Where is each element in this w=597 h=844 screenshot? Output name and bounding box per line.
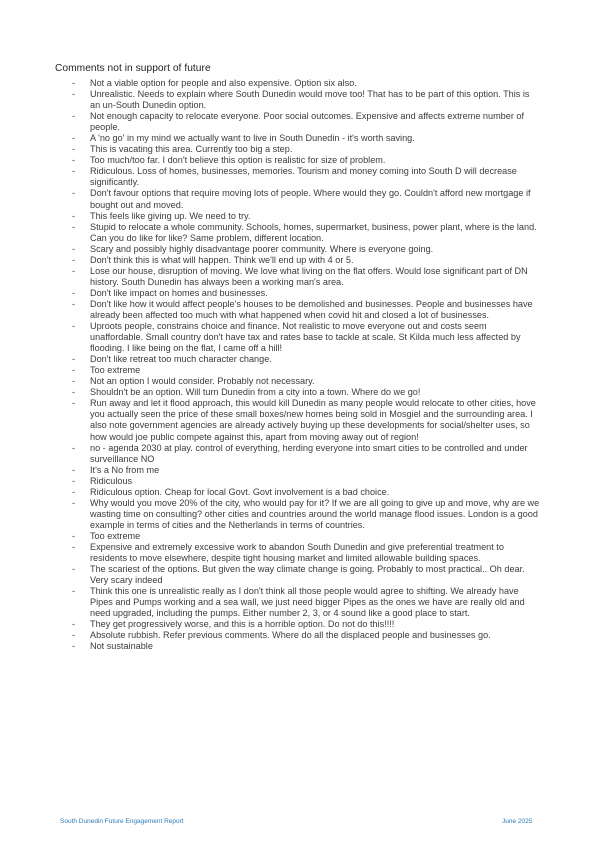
list-item [60, 255, 540, 266]
comment-text: no - agenda 2030 at play. control of everything, herding everyone into smart cities to be controlled and under surveillance NO [90, 442, 528, 464]
list-item [60, 619, 540, 630]
section-heading: Comments not in support of future [55, 63, 211, 74]
footer-date: June 2025 [502, 818, 533, 825]
comment-list [60, 78, 540, 652]
comment-text: Too extreme [90, 530, 141, 541]
comment-text: Think this one is unrealistic really as I don't think all those people would agree to shifting. We already have Pipes and Pumps working and a sea wall, we just need bigger Pipes as the ones we have are really old and need upgraded, including the pumps. Either number 2, 3, or 4 sound like a good place to start. [90, 586, 525, 619]
comment-text: Unrealistic. Needs to explain where South Dunedin would move too! That has to be part of this option. This is an un-South Dunedin option. [90, 89, 530, 111]
list-item [60, 222, 540, 244]
list-item [60, 531, 540, 542]
comment-text: Ridiculous. Loss of homes, businesses, memories. Tourism and money coming into South D will decrease significantly. [90, 166, 517, 188]
comment-text: Don't favour options that require moving lots of people. Where would they go. Couldn't afford new mortgage if bought out and moved. [90, 188, 531, 210]
bullet-dash: - [72, 619, 76, 630]
list-item [60, 188, 540, 210]
comment-text: Stupid to relocate a whole community. Schools, homes, supermarket, business, power plant, where is the land. Can you do like for like? Same problem, different location. [90, 221, 537, 243]
bullet-dash: - [72, 155, 76, 166]
list-item [60, 321, 540, 354]
comment-text: Too much/too far. I don't believe this option is realistic for size of problem. [90, 155, 386, 166]
bullet-dash: - [72, 387, 76, 398]
bullet-dash: - [72, 641, 76, 652]
list-item [60, 111, 540, 133]
list-item [60, 266, 540, 288]
comment-text: Uproots people, constrains choice and finance. Not realistic to move everyone out and costs seem unaffordable. Small country don't have tax and rates base to tackle at scale. St Kilda much less affected by flooding. I like being on the flat, I came off a hill! [90, 321, 521, 354]
list-item [60, 354, 540, 365]
list-item [60, 133, 540, 144]
bullet-dash: - [72, 210, 76, 221]
list-item [60, 476, 540, 487]
bullet-dash: - [72, 486, 76, 497]
list-item [60, 564, 540, 586]
list-item [60, 387, 540, 398]
comment-text: Too extreme [90, 365, 141, 376]
comment-text: Not a viable option for people and also expensive. Option six also. [90, 78, 357, 88]
comment-text: Lose our house, disruption of moving. We love what living on the flat offers. Would lose significant part of DN history. South Dunedin has always been a working man's area. [90, 265, 528, 287]
list-item [60, 365, 540, 376]
bullet-dash: - [72, 144, 76, 155]
list-item [60, 586, 540, 619]
comment-text: Why would you move 20% of the city, who would pay for it? If we are all going to give up and move, why are we wasting time on consulting? other cities and countries around the world manage flood issues. London is a good example in terms of cities and the Netherlands in terms of countries. [90, 497, 540, 530]
list-item [60, 498, 540, 531]
bullet-dash: - [72, 497, 76, 508]
comment-text: Don't think this is what will happen. Think we'll end up with 4 or 5. [90, 254, 354, 265]
comment-text: Shouldn't be an option. Will turn Dunedin from a city into a town. Where do we go! [90, 387, 421, 398]
bullet-dash: - [72, 265, 76, 276]
bullet-dash: - [72, 254, 76, 265]
list-item [60, 487, 540, 498]
bullet-dash: - [72, 243, 76, 254]
bullet-dash: - [72, 354, 76, 365]
comment-text: This feels like giving up. We need to try. [90, 210, 251, 221]
comment-text: Scary and possibly highly disadvantage poorer community. Where is everyone going. [90, 243, 434, 254]
comment-text: They get progressively worse, and this is a horrible option. Do not do this!!!! [90, 619, 395, 630]
comment-text: Don't like retreat too much character change. [90, 354, 272, 365]
list-item [60, 542, 540, 564]
list-item [60, 398, 540, 442]
list-item [60, 288, 540, 299]
bullet-dash: - [72, 78, 76, 88]
bullet-dash: - [72, 564, 76, 575]
list-item [60, 166, 540, 188]
bullet-dash: - [72, 298, 76, 309]
bullet-dash: - [72, 89, 76, 100]
list-item [60, 299, 540, 321]
bullet-dash: - [72, 630, 76, 641]
bullet-dash: - [72, 586, 76, 597]
bullet-dash: - [72, 111, 76, 122]
bullet-dash: - [72, 166, 76, 177]
list-item [60, 244, 540, 255]
bullet-dash: - [72, 188, 76, 199]
bullet-dash: - [72, 221, 76, 232]
bullet-dash: - [72, 376, 76, 387]
list-item [60, 465, 540, 476]
list-item [60, 89, 540, 111]
bullet-dash: - [72, 464, 76, 475]
list-item [60, 78, 540, 89]
comment-text: Not enough capacity to relocate everyone. Poor social outcomes. Expensive and affects extreme number of people. [90, 111, 525, 133]
comment-text: Not an option I would consider. Probably not necessary. [90, 376, 315, 387]
comment-text: Don't like how it would affect people's houses to be demolished and businesses. People and businesses have already been affected too much with what happened when covid hit and closed a lot of businesses. [90, 298, 533, 320]
comment-text: Not sustainable [90, 641, 153, 652]
list-item [60, 376, 540, 387]
bullet-dash: - [72, 133, 76, 144]
bullet-dash: - [72, 287, 76, 298]
comment-text: The scariest of the options. But given the way climate change is going. Probably to most practical.. Oh dear. Very scary indeed [90, 564, 525, 586]
bullet-dash: - [72, 530, 76, 541]
comment-text: Absolute rubbish. Refer previous comments. Where do all the displaced people and businesses go. [90, 630, 491, 641]
bullet-dash: - [72, 475, 76, 486]
bullet-dash: - [72, 442, 76, 453]
bullet-dash: - [72, 541, 76, 552]
list-item [60, 630, 540, 641]
list-item [60, 144, 540, 155]
list-item [60, 155, 540, 166]
list-item [60, 641, 540, 652]
comment-text: It's a No from me [90, 464, 160, 475]
list-item [60, 443, 540, 465]
comment-text: Don't like impact on homes and businesses. [90, 287, 268, 298]
bullet-dash: - [72, 365, 76, 376]
comment-text: Run away and let it flood approach, this would kill Dunedin as many people would relocate to other cities, hove you actually seen the price of these small boxes/new homes being sold in Mosgiel and the surrounding area. I also note government agencies are already actively buying up these developments for social/shelter uses, so how would joe public compete against this, apart from moving away out of region! [90, 398, 536, 442]
bullet-dash: - [72, 321, 76, 332]
comment-text: Ridiculous [90, 475, 133, 486]
comment-text: A 'no go' in my mind we actually want to live in South Dunedin - it's worth saving. [90, 133, 415, 144]
list-item [60, 211, 540, 222]
comment-text: Ridiculous option. Cheap for local Govt. Govt involvement is a bad choice. [90, 486, 390, 497]
footer-report-title: South Dunedin Future Engagement Report [60, 818, 184, 825]
bullet-dash: - [72, 398, 76, 409]
comment-text: Expensive and extremely excessive work to abandon South Dunedin and give preferential treatment to residents to move elsewhere, despite tight housing market and limited allowable building spaces. [90, 541, 504, 564]
comment-text: This is vacating this area. Currently too big a step. [90, 144, 293, 155]
